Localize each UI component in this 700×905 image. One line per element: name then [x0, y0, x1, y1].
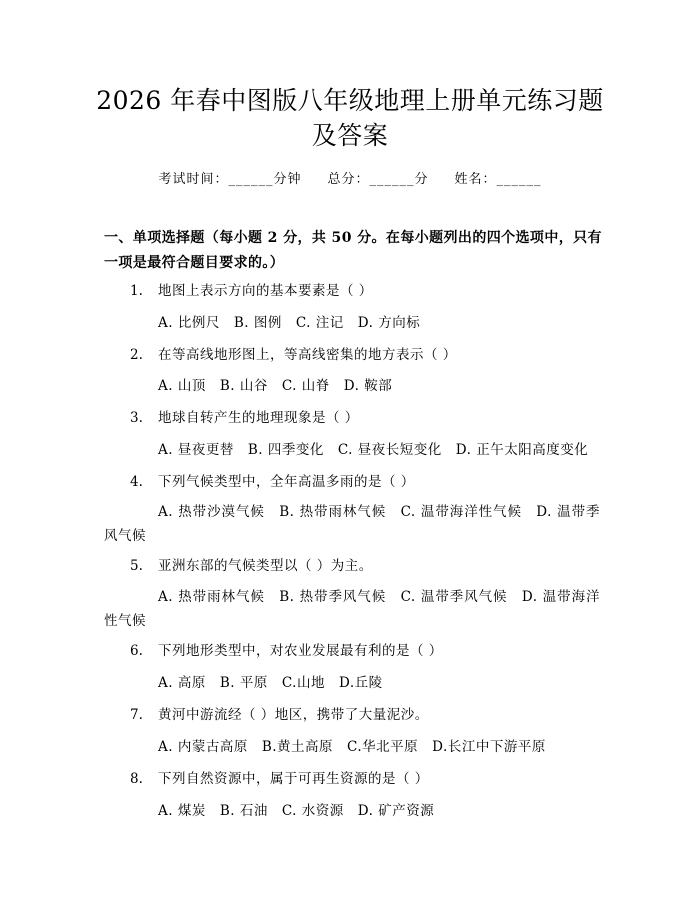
question-number: 3. — [130, 410, 143, 426]
question-text: 下列气候类型中，全年高温多雨的是（ ） — [158, 474, 415, 490]
exam-time-field: 考试时间：______分钟 — [158, 172, 302, 187]
question-options: A. 内蒙古高原 B.黄土高原 C.华北平原 D.长江中下游平原 — [158, 739, 546, 755]
question-number: 6. — [130, 643, 143, 659]
question-text: 下列自然资源中，属于可再生资源的是（ ） — [158, 771, 429, 787]
question-number: 1. — [130, 283, 143, 299]
student-name-field: 姓名：______ — [454, 172, 542, 187]
document-title-line-1: 2026 年春中图版八年级地理上册单元练习题 — [96, 86, 604, 115]
question-text: 下列地形类型中，对农业发展最有利的是（ ） — [158, 643, 443, 659]
question-number: 2. — [130, 347, 143, 363]
question-text: 亚洲东部的气候类型以（ ）为主。 — [158, 558, 373, 574]
question-number: 5. — [130, 558, 143, 574]
question-text: 地图上表示方向的基本要素是（ ） — [158, 283, 373, 299]
document-title-line-2: 及答案 — [311, 121, 389, 150]
question-text: 在等高线地形图上，等高线密集的地方表示（ ） — [158, 347, 457, 363]
question-options: A. 比例尺 B. 图例 C. 注记 D. 方向标 — [158, 315, 421, 331]
question-text: 黄河中游流经（ ）地区，携带了大量泥沙。 — [158, 707, 429, 723]
question-options: A. 煤炭 B. 石油 C. 水资源 D. 矿产资源 — [158, 803, 435, 819]
question-number: 7. — [130, 707, 143, 723]
section-heading: 一、单项选择题（每小题 2 分，共 50 分。在每小题列出的四个选项中，只有一项是最符合题目要求的。） — [104, 230, 602, 271]
question-options: A. 高原 B. 平原 C.山地 D.丘陵 — [158, 675, 383, 691]
question-options: A. 热带雨林气候 B. 热带季风气候 C. 温带季风气候 D. 温带海洋性气候 — [104, 589, 600, 629]
total-score-field: 总分：______分 — [327, 172, 429, 187]
question-text: 地球自转产生的地理现象是（ ） — [158, 410, 359, 426]
exam-meta — [0, 168, 700, 187]
question-options: A. 昼夜更替 B. 四季变化 C. 昼夜长短变化 D. 正午太阳高度变化 — [158, 442, 589, 458]
question-options: A. 热带沙漠气候 B. 热带雨林气候 C. 温带海洋性气候 D. 温带季风气候 — [104, 504, 600, 544]
question-number: 4. — [130, 474, 143, 490]
question-options: A. 山顶 B. 山谷 C. 山脊 D. 鞍部 — [158, 378, 393, 394]
question-number: 8. — [130, 771, 143, 787]
